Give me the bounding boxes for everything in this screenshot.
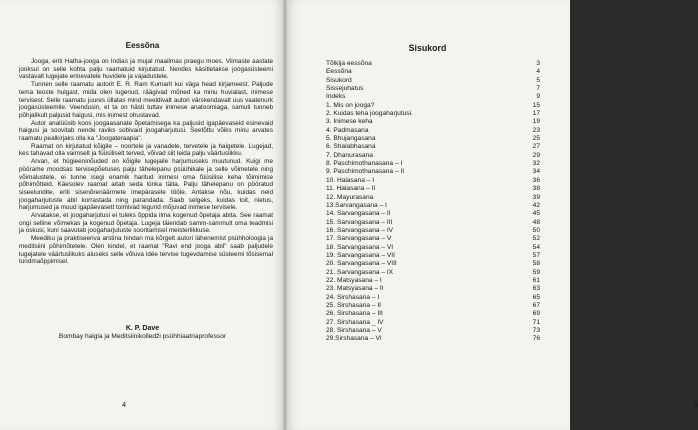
toc-entry <box>326 294 540 302</box>
toc-entry <box>326 143 540 151</box>
toc-entry-label: 22. Matsyasana – I <box>326 276 382 284</box>
toc-entry-page: 17 <box>532 110 540 118</box>
toc-entry-page: 29 <box>532 151 540 159</box>
toc-entry <box>326 85 540 93</box>
toc-entry-label: 7. Dhanurasana <box>326 151 373 159</box>
signature-name: K. P. Dave <box>125 325 160 332</box>
page-number-left: 4 <box>122 400 127 409</box>
toc-entry-label: 15. Sarvangasana – III <box>326 218 393 226</box>
toc-entry <box>326 227 540 235</box>
toc-entry-label: 8. Paschimothanasana – I <box>326 160 403 168</box>
toc-entry-page: 67 <box>532 301 540 309</box>
toc-entry-page: 34 <box>532 168 540 176</box>
toc-entry-page: 15 <box>532 101 540 109</box>
toc-entry-label: 10. Halasana – I <box>326 176 375 184</box>
toc-entry <box>326 269 540 277</box>
toc-entry-page: 50 <box>532 226 540 234</box>
toc-entry <box>326 68 540 76</box>
signature-title: Bombay haigla ja Meditsiinikolledži psühhiaatriaprofessor <box>58 333 227 341</box>
toc-entry-label: Sisukord <box>326 76 352 84</box>
toc-entry-label: 2. Kuidas teha joogaharjutusi. <box>326 110 413 118</box>
toc-entry <box>326 60 540 68</box>
signature-block <box>0 325 285 342</box>
toc-entry-page: 38 <box>532 185 540 193</box>
preface-paragraph: Arvatakse, et joogaharjutusi ei tuleks õppida ilma kogenud õpetaja abita. See raamat ongi selline võimekas ja kogenud õpetaja. Lugeja täiendab samm-sammult oma teadmisi ja oskusi, kuni saavutab joogaharjutuste sooritamisel meisterlikkuse. <box>19 212 273 235</box>
toc-entry-page: 19 <box>532 118 540 126</box>
preface-paragraph: Tunnen selle raamatu autorit E. R. Ram Kumarit kui väga head kirjameest. Paljude tema teoste hulgast, mida olen lugenud, räägivad mõned ka minu huvialast, inimese tervisest. Selle raamatu juures üllatas mind meeldivalt autori värskendavalt uus vaatenurk joogasüsteemile. Veendusin, et ta on hästi tuttav inimese anatoomiaga, samuti tunneb põhjalikult paljusid haigusi, mis inimest ohustavad. <box>19 81 273 119</box>
toc-entry-label: 12. Mayurasana <box>326 193 374 201</box>
toc-entry-label: 1. Mis on jooga? <box>326 101 375 109</box>
toc-entry <box>326 93 540 101</box>
table-of-contents <box>326 60 540 344</box>
toc-entry <box>326 219 540 227</box>
toc-entry-page: 45 <box>532 210 540 218</box>
toc-entry <box>326 260 540 268</box>
toc-entry-page: 59 <box>532 268 540 276</box>
toc-entry-label: 13.Sarvangasana – I <box>326 201 387 209</box>
toc-entry-page: 52 <box>532 235 540 243</box>
preface-paragraph: Jooga, eriti Hatha-jooga on Indias ja mujal maailmas praegu moes. Viimaste aastate jooksul on selle kohta palju raamatuid kirjutatud. Nendes käsitletakse joogasüsteemi vastavalt lugejate erinevatele huvidele ja vajadustele. <box>19 58 273 81</box>
toc-entry-page: 9 <box>536 93 540 101</box>
toc-entry-page: 32 <box>532 160 540 168</box>
page-number-right: 5 <box>694 400 698 409</box>
toc-entry-label: 3. Inimese keha <box>326 118 373 126</box>
toc-entry <box>326 319 540 327</box>
toc-entry <box>326 327 540 335</box>
toc-entry-page: 42 <box>532 201 540 209</box>
toc-entry <box>326 127 540 135</box>
toc-entry-label: 17. Sarvangasana – V <box>326 235 392 243</box>
toc-entry <box>326 310 540 318</box>
toc-entry-label: 14. Sarvangasana – II <box>326 210 391 218</box>
toc-entry-page: 61 <box>532 276 540 284</box>
toc-entry-page: 63 <box>532 285 540 293</box>
toc-entry <box>326 194 540 202</box>
toc-entry <box>326 285 540 293</box>
toc-entry <box>326 185 540 193</box>
toc-entry-label: 5. Bhujangasana <box>326 135 376 143</box>
toc-entry-page: 48 <box>532 218 540 226</box>
toc-entry <box>326 168 540 176</box>
toc-entry-label: 26. Sirshasana – III <box>326 310 383 318</box>
toc-entry-label: Eessõna <box>326 68 352 76</box>
toc-entry-label: 16. Sarvangasana – IV <box>326 226 394 234</box>
toc-entry <box>326 135 540 143</box>
toc-entry <box>326 202 540 210</box>
toc-entry-label: 11. Halasana – II <box>326 185 376 193</box>
toc-entry-page: 5 <box>536 76 540 84</box>
toc-entry-label: 24. Sirshasana – I <box>326 293 380 301</box>
toc-entry-page: 57 <box>532 251 540 259</box>
toc-entry-label: Sissejuhatus <box>326 85 364 93</box>
preface-title: Eessõna <box>125 41 160 50</box>
toc-entry-label: Indeks <box>326 93 346 101</box>
toc-title: Sisukord <box>408 43 447 53</box>
toc-entry-label: 25. Sirshasana – II <box>326 301 381 309</box>
toc-entry-page: 69 <box>532 310 540 318</box>
toc-entry-label: 20. Sarvangasana – VIII <box>326 260 397 268</box>
toc-entry-page: 39 <box>532 193 540 201</box>
toc-entry <box>326 277 540 285</box>
preface-paragraph: Meediku ja praktiseeriva arstina hindan ma kõrgelt autori lähenemist psühholoogia ja meditsiini põhimõtetele. Olen kindel, et raamat "Ravi end jooga abil" saab paljudele lugejatele väärtuslikuks aluseks selle võluva idée tervise tugevdamise süsteemi tõsisemal tundmaõppimisel. <box>19 235 273 266</box>
toc-entry-page: 25 <box>532 135 540 143</box>
toc-entry-page: 65 <box>532 293 540 301</box>
toc-entry-page: 76 <box>532 335 540 343</box>
toc-entry-label: 27. Sirshasana _ IV <box>326 318 384 326</box>
toc-entry <box>326 118 540 126</box>
toc-entry <box>326 152 540 160</box>
toc-entry-page: 7 <box>536 85 540 93</box>
toc-entry-label: 21. Sarvangasana – IX <box>326 268 394 276</box>
toc-entry-label: 19. Sarvangasana – VII <box>326 251 395 259</box>
toc-entry-page: 4 <box>536 68 540 76</box>
toc-entry-label: 28. Sirshasana – V <box>326 327 382 334</box>
toc-entry <box>326 177 540 185</box>
toc-entry-label: 18. Sarvangasana – VI <box>326 243 394 251</box>
preface-body <box>19 58 273 266</box>
toc-entry <box>326 252 540 260</box>
right-page <box>285 0 698 430</box>
toc-entry-label: Tõlkija eessõna <box>326 60 372 67</box>
preface-paragraph: Autor analüüsib koos joogaasanate õpetamisega ka paljusid igapäevaseid esinevaid haigusi ja soovitab nende raviks sobivaid joogaharjutusi. Seetõttu võiks minu arvates raamatu pealkirjaks olla ka "Joogateraapia". <box>19 119 273 143</box>
toc-entry-label: 4. Padmasana <box>326 126 369 134</box>
toc-entry <box>326 102 540 110</box>
left-page <box>0 0 285 430</box>
toc-entry-page: 27 <box>532 143 540 151</box>
toc-entry <box>326 235 540 243</box>
toc-entry-page: 54 <box>532 243 540 251</box>
toc-entry-page: 71 <box>532 318 540 326</box>
book-gutter <box>283 0 287 430</box>
toc-entry <box>326 210 540 218</box>
toc-entry-page: 23 <box>532 126 540 134</box>
toc-entry <box>326 302 540 310</box>
toc-entry <box>326 244 540 252</box>
toc-entry-label: 6. Shalabhasana <box>326 143 376 151</box>
toc-entry-page: 73 <box>532 327 540 334</box>
toc-entry <box>326 110 540 118</box>
toc-entry-label: 23. Matsyasana – II <box>326 285 384 293</box>
toc-entry <box>326 335 540 343</box>
toc-entry-page: 3 <box>536 60 540 67</box>
toc-entry-label: 29.Sirshasana – VI <box>326 335 382 343</box>
toc-entry-label: 9. Paschimothanasana – II <box>326 168 405 176</box>
preface-paragraph: Raamat on kirjutatud kõigile – noortele ja vanadele, tervetele ja haigetele. Lugejad, kes tahavad olla vaimselt ja füüsiliselt terved, võivad siit leida palju väärtuslikku. <box>19 142 273 158</box>
preface-paragraph: Arvan, et hügieeninõuded on kõigile lugejaile harjumuseks muutunud. Kuigi me pöörame moodsas tervisepõetuses palju tähelepanu psüühikale ja selle võimetele ning võimalustele, ei tunne isegi enamik haritud inimesi oma füüsilise keha tõimimise põhimõtteid. Käesolev raamat aitab seda lünka täita. Palju tähelepanu on pööratud siseelundite, eriti sisenõrenäärmete imepärasele tööle. Antakse nõu, kuidas neid joogaharjutuste abil korrastada ning parandada. Saab selgeks, kuidas toit, nietus, harjumused ja muud igapäevasett toimivad tegurid mõjuvad inimese tervisele. <box>19 158 273 212</box>
toc-entry <box>326 160 540 168</box>
toc-entry <box>326 77 540 85</box>
toc-entry-page: 36 <box>532 176 540 184</box>
toc-entry-page: 58 <box>532 260 540 268</box>
